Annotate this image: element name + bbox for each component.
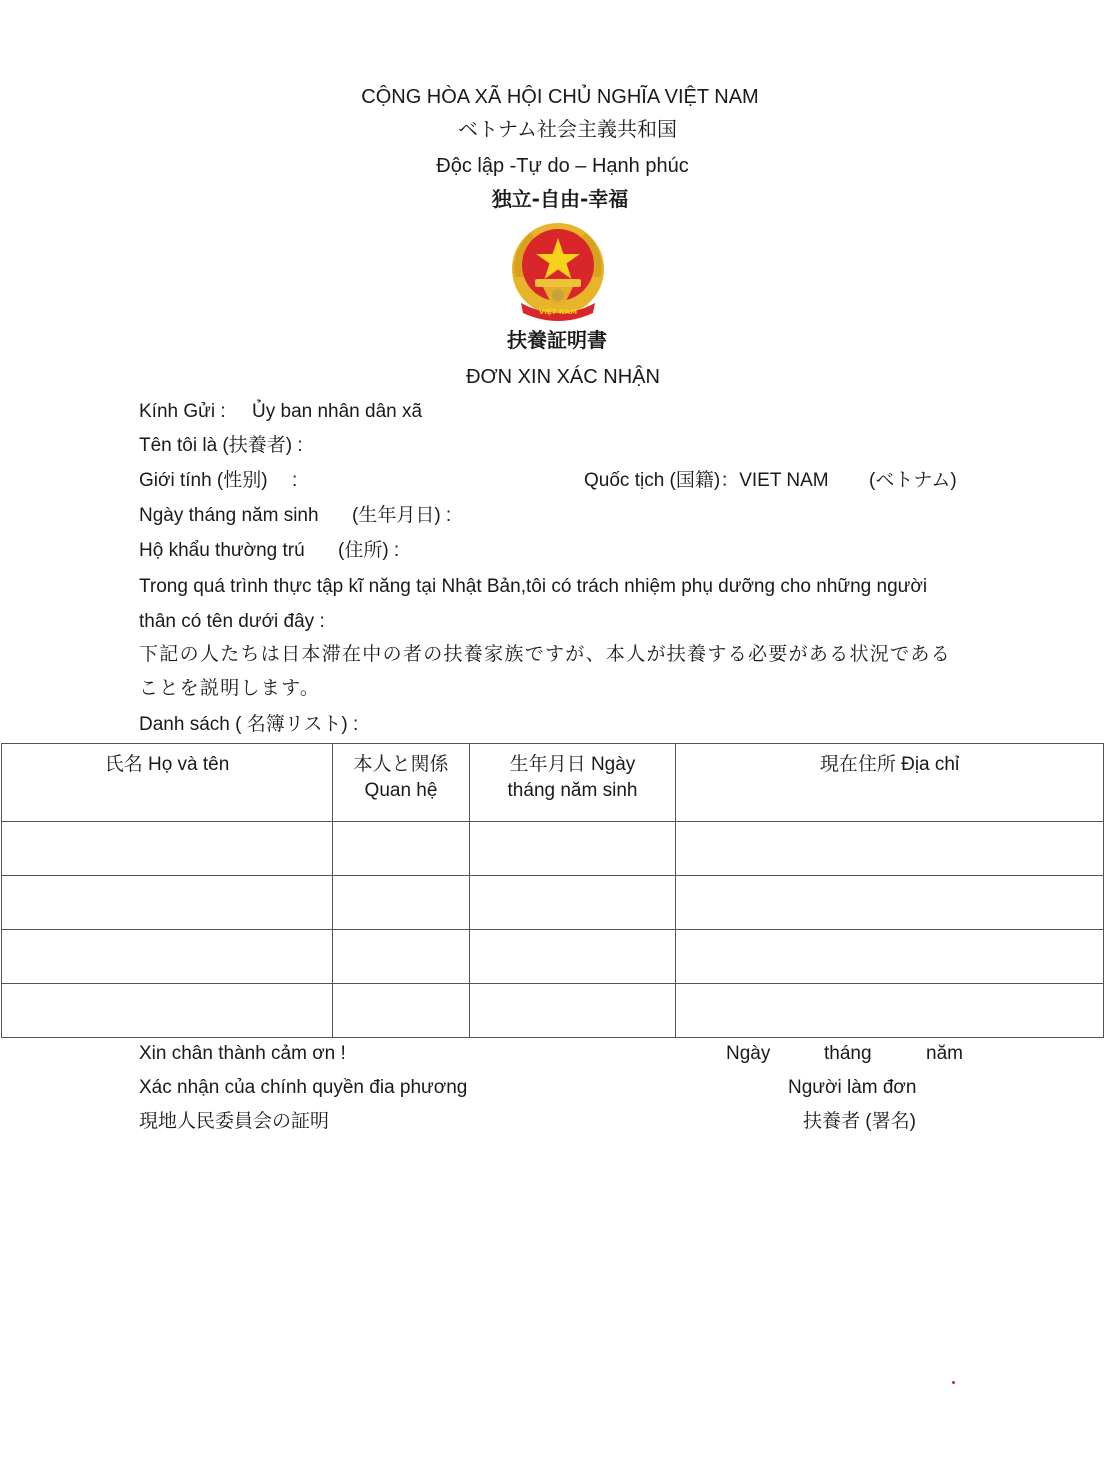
body-vi-line1: Trong quá trình thực tập kĩ năng tại Nhật Bản,tôi có trách nhiệm phụ dưỡng cho những người [139,576,928,597]
name-label: Tên tôi là (扶養者) : [139,435,303,456]
cell-name[interactable] [2,876,333,930]
header-birthdate: 生年月日 Ngày tháng năm sinh [470,744,676,822]
motto-ja: 独立-自由-幸福 [491,187,629,211]
cell-relationship[interactable] [333,984,470,1038]
authority-confirmation-vi: Xác nhận của chính quyền đia phương [139,1077,468,1098]
vietnam-national-emblem-icon [505,219,611,325]
header-address: 現在住所 Địa chỉ [676,744,1104,822]
cell-birthdate[interactable] [470,822,676,876]
body-ja-line2: ことを説明します。 [139,678,321,699]
table-row [2,984,1104,1038]
cell-address[interactable] [676,822,1104,876]
cell-relationship[interactable] [333,930,470,984]
cell-name[interactable] [2,822,333,876]
applicant-label-vi: Người làm đơn [788,1077,917,1098]
cell-address[interactable] [676,876,1104,930]
gender-label: Giới tính (性别) [139,470,268,491]
table-row [2,822,1104,876]
stray-mark [952,1381,955,1384]
title-vi: ĐƠN XIN XÁC NHẬN [466,366,660,388]
table-row [2,930,1104,984]
cell-birthdate[interactable] [470,984,676,1038]
cell-relationship[interactable] [333,876,470,930]
dependents-table [1,743,1104,1038]
recipient-value: Ủy ban nhân dân xã [252,401,423,422]
date-day-label: Ngày [726,1043,771,1064]
authority-confirmation-ja: 現地人民委員会の証明 [139,1111,330,1132]
title-ja: 扶養証明書 [507,328,607,352]
cell-address[interactable] [676,930,1104,984]
cell-name[interactable] [2,984,333,1038]
body-ja-line1: 下記の人たちは日本滞在中の者の扶養家族ですが、本人が扶養する必要がある状況である [139,644,952,665]
recipient-label: Kính Gửi : [139,401,226,422]
motto-vi: Độc lập -Tự do – Hạnh phúc [436,155,689,177]
body-vi-line2: thân có tên dưới đây : [139,611,325,632]
country-name-ja: ベトナム社会主義共和国 [458,117,677,141]
nationality-ja: (ベトナム) [869,470,957,491]
emblem-ribbon-text: VIỆT NAM [538,308,578,316]
table-row [2,876,1104,930]
cell-address[interactable] [676,984,1104,1038]
residence-label: Hộ khẩu thường trú [139,540,305,561]
cell-name[interactable] [2,930,333,984]
residence-ja: (住所) : [338,540,400,561]
birth-ja: (生年月日) : [352,505,452,526]
nationality-label: Quốc tịch (国籍)：VIET NAM [584,470,829,491]
thanks-text: Xin chân thành cảm ơn ! [139,1043,346,1064]
list-label: Danh sách ( 名簿リスト) : [139,714,359,735]
applicant-signature-ja: 扶養者 (署名) [803,1111,916,1132]
birth-label: Ngày tháng năm sinh [139,505,319,526]
header-relationship: 本人と関係 Quan hệ [333,744,470,822]
date-year-label: năm [926,1043,963,1064]
cell-birthdate[interactable] [470,930,676,984]
table-header-row [2,744,1104,822]
date-month-label: tháng [824,1043,872,1064]
cell-birthdate[interactable] [470,876,676,930]
cell-relationship[interactable] [333,822,470,876]
gender-colon: : [292,470,298,491]
country-name-vi: CỘNG HÒA XÃ HỘI CHỦ NGHĨA VIỆT NAM [361,86,759,108]
header-name: 氏名 Họ và tên [2,744,333,822]
